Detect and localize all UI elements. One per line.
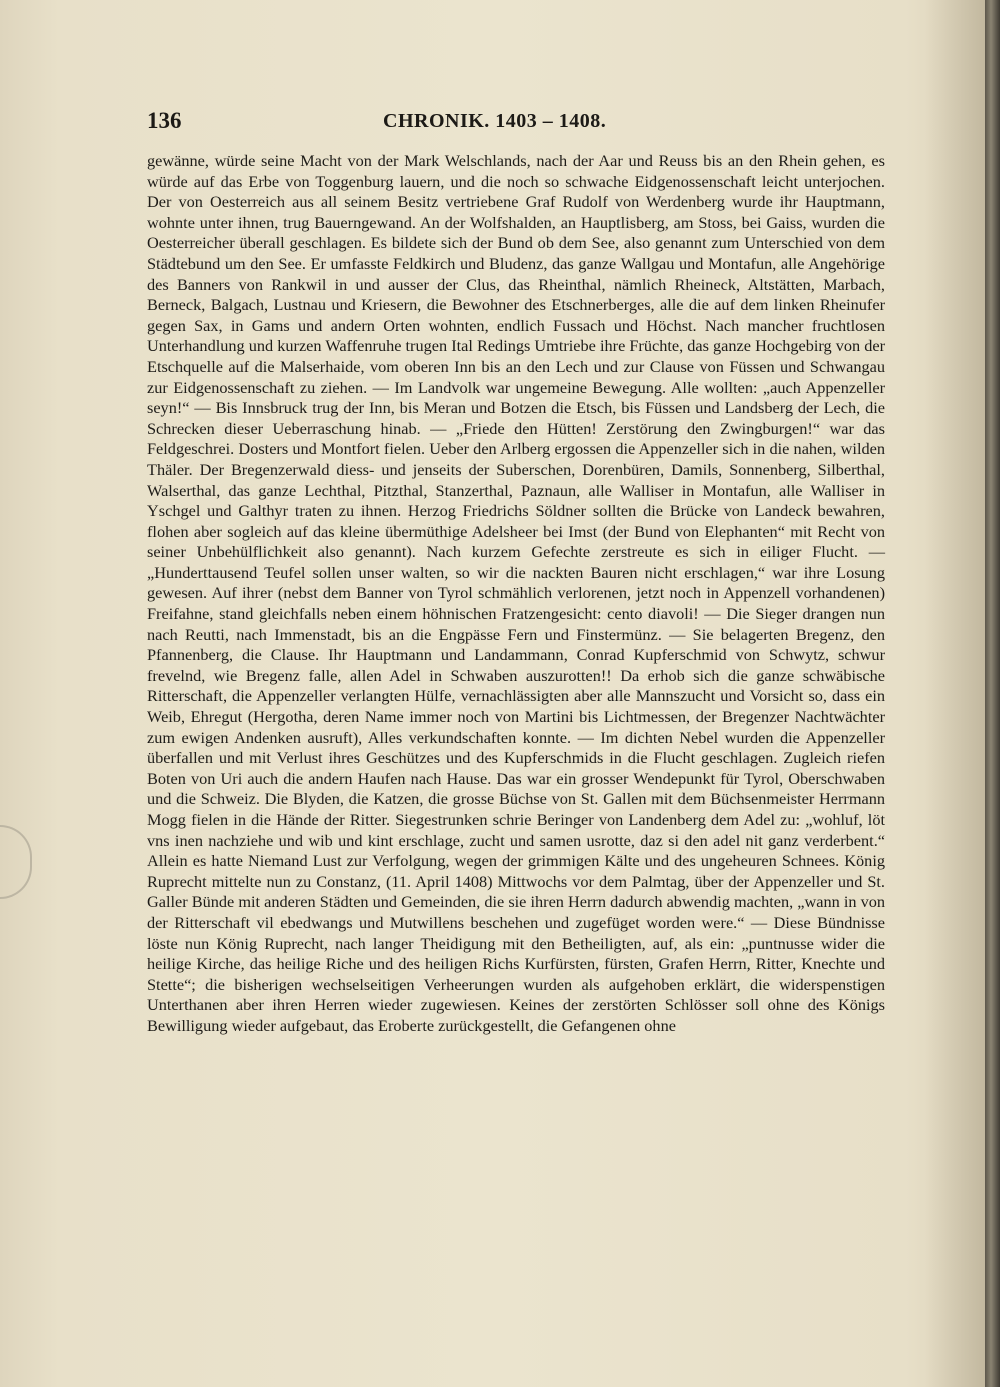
page-header <box>147 108 882 142</box>
body-text-block <box>147 151 885 1037</box>
book-spine <box>985 0 1000 1387</box>
paper-clip-mark <box>0 825 32 899</box>
page-number: 136 <box>147 108 182 133</box>
page-edge-shadow <box>925 0 985 1387</box>
body-paragraph: gewänne, würde seine Macht von der Mark Welschlands, nach der Aar und Reuss bis an den Rhein gehen, es würde auf das Erbe von Toggenburg lauern, und die noch so schwache Eidgenossenschaft leicht unterjochen. Der von Oesterreich aus all seinem Besitz vertriebene Graf Rudolf von Werdenberg wurde ihr Hauptmann, wohnte unter ihnen, trug Bauerngewand. An der Wolfshalden, an Hauptlisberg, am Stoss, bei Gaiss, wurden die Oesterreicher überall geschlagen. Es bildete sich der Bund ob dem See, also genannt zum Unterschied von dem Städtebund um den See. Er umfasste Feldkirch und Bludenz, das ganze Wallgau und Montafun, alle Angehörige des Banners von Rankwil in und ausser der Clus, das Rheinthal, nämlich Rheineck, Altstätten, Marbach, Berneck, Balgach, Lustnau und Kriesern, die Bewohner des Etschnerberges, alle die auf dem linken Rheinufer gegen Sax, in Gams und andern Orten wohnten, endlich Fussach und Höchst. Nach mancher fruchtlosen Unterhandlung und kurzen Waffenruhe trugen Ital Redings Umtriebe ihre Früchte, das ganze Hochgebirg von der Etschquelle auf die Malserhaide, vom oberen Inn bis an den Lech und zur Clause von Füssen und Schwangau zur Eidgenossenschaft zu ziehen. — Im Landvolk war ungemeine Bewegung. Alle wollten: „auch Appenzeller seyn!“ — Bis Innsbruck trug der Inn, bis Meran und Botzen die Etsch, bis Füssen und Landsberg der Lech, die Schrecken dieser Ueberraschung hinab. — „Friede den Hütten! Zerstörung den Zwingburgen!“ war das Feldgeschrei. Dosters und Montfort fielen. Ueber den Arlberg ergossen die Appenzeller sich in die nahen, wilden Thäler. Der Bregenzerwald diess- und jenseits der Suberschen, Dorenbüren, Damils, Sonnenberg, Silberthal, Walserthal, das ganze Lechthal, Pitzthal, Stanzerthal, Paznaun, alle Walliser in Montafun, alle Walliser in Yschgel und Galthyr traten zu ihnen. Herzog Friedrichs Söldner sollten die Brücke von Landeck bewahren, flohen aber sogleich auf das kleine übermüthige Adelsheer bei Imst (der Bund von Elephanten“ mit Recht von seiner Unbehülflichkeit also genannt). Nach kurzem Gefechte zerstreute es sich in eiliger Flucht. — „Hunderttausend Teufel sollen unser walten, so wir die nackten Bauren nicht erschlagen,“ war ihre Losung gewesen. Auf ihrer (nebst dem Banner von Tyrol schmählich verlorenen, jetzt noch in Appenzell vorhandenen) Freifahne, stand gleichfalls neben einem höhnischen Fratzengesicht: cento diavoli! — Die Sieger drangen nun nach Reutti, nach Immenstadt, bis an die Engpässe Fern und Finstermünz. — Sie belagerten Bregenz, den Pfannenberg, die Clause. Ihr Hauptmann und Landammann, Conrad Kupferschmid von Schwytz, schwur frevelnd, wie Bregenz falle, allen Adel in Schwaben auszurotten!! Da erhob sich die ganze schwäbische Ritterschaft, die Appenzeller verlangten Hülfe, vernachlässigten aber alle Mannszucht und Vorsicht so, dass ein Weib, Ehregut (Hergotha, deren Name immer noch von Martini bis Lichtmessen, der Bregenzer Nachtwächter zum ewigen Andenken ausruft), Alles verkundschaften konnte. — Im dichten Nebel wurden die Appenzeller überfallen und mit Verlust ihres Geschützes und des Kupferschmids in die Flucht geschlagen. Zugleich riefen Boten von Uri auch die andern Haufen nach Hause. Das war ein grosser Wendepunkt für Tyrol, Oberschwaben und die Schweiz. Die Blyden, die Katzen, die grosse Büchse von St. Gallen mit dem Büchsenmeister Herrmann Mogg fielen in die Hände der Ritter. Siegestrunken schrie Beringer von Landenberg dem Adel zu: „wohluf, löt vns inen nachziehe und wib und kint erschlage, zucht und samen usrotte, daz si den adel nit ganz verderbent.“ Allein es hatte Niemand Lust zur Verfolgung, wegen der grimmigen Kälte und des ungeheuren Schnees. König Ruprecht mittelte nun zu Constanz, (11. April 1408) Mittwochs vor dem Palmtag, über der Appenzeller und St. Galler Bünde mit anderen Städten und Gemeinden, die sie ihren Herrn dadurch abwendig machten, „wann in von der Ritterschaft vil ebedwangs und Mutwillens beschehen und zugefüget worden were.“ — Diese Bündnisse löste nun König Ruprecht, nach langer Theidigung mit den Betheiligten, auf, als ein: „puntnusse wider die heilige Kirche, das heilige Riche und des heiligen Richs Kurfürsten, fürsten, Grafen Herrn, Ritter, Knechte und Stette“; die bisherigen wechselseitigen Verheerungen wurden als aufgehoben erklärt, die widerspenstigen Unterthanen aber ihren Herren wieder zugewiesen. Keines der zerstörten Schlösser soll ohne des Königs Bewilligung wieder aufgebaut, das Eroberte zurückgestellt, die Gefangenen ohne <box>147 151 885 1035</box>
running-head: CHRONIK. 1403 – 1408. <box>383 110 607 132</box>
